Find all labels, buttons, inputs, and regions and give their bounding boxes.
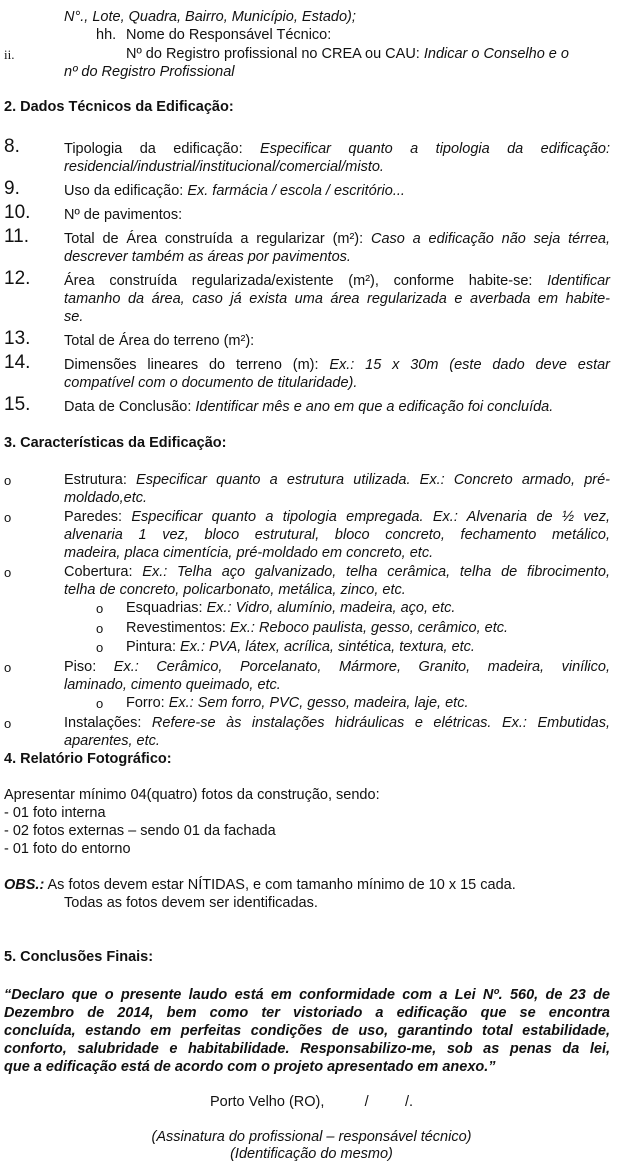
estrutura-line1 bbox=[64, 471, 610, 489]
forro-label: Forro: bbox=[126, 695, 169, 711]
instalacoes-line1 bbox=[64, 714, 610, 732]
pintura-line bbox=[126, 638, 475, 656]
obs-label: OBS.: bbox=[4, 877, 45, 893]
declaration-line: “Declaro que o presente laudo está em conformidade com a Lei Nº. 560, de 23 de bbox=[4, 987, 610, 1003]
item-14-line2: compatível com o documento de titularidade). bbox=[64, 375, 358, 391]
instalacoes-label: Instalações: bbox=[64, 715, 152, 731]
photos-list-item: - 02 fotos externas – sendo 01 da fachada bbox=[4, 823, 276, 839]
section-4-title: 4. Relatório Fotográfico: bbox=[4, 751, 172, 767]
item-10-label: Nº de pavimentos: bbox=[64, 207, 183, 223]
signature-line: (Assinatura do profissional – responsável técnico) bbox=[151, 1129, 472, 1145]
ii-marker: ii. bbox=[4, 47, 15, 62]
item-12-number: 12. bbox=[4, 268, 31, 289]
estrutura-instruction: Especificar quanto a estrutura utilizada. Ex.: Concreto armado, pré- bbox=[136, 472, 610, 488]
section-5-title: 5. Conclusões Finais: bbox=[4, 949, 154, 965]
item-14-line1 bbox=[64, 356, 610, 374]
bullet-cobertura: o bbox=[4, 565, 12, 580]
item-15-number: 15. bbox=[4, 394, 31, 415]
bullet-forro: o bbox=[96, 696, 104, 711]
declaration-line: concluída, estando em perfeitas condições de uso, garantindo total estabilidade, bbox=[4, 1023, 610, 1039]
obs-line bbox=[4, 876, 516, 894]
obs-text: As fotos devem estar NÍTIDAS, e com tamanho mínimo de 10 x 15 cada. bbox=[44, 877, 516, 893]
item-11-label: Total de Área construída a regularizar (m²): bbox=[64, 231, 371, 247]
esquadrias-instruction: Ex.: Vidro, alumínio, madeira, aço, etc. bbox=[206, 600, 456, 616]
piso-line1 bbox=[64, 658, 610, 676]
bullet-instalacoes: o bbox=[4, 716, 12, 731]
cobertura-label: Cobertura: bbox=[64, 564, 143, 580]
item-14-number: 14. bbox=[4, 352, 31, 373]
piso-label: Piso: bbox=[64, 659, 114, 675]
forro-instruction: Ex.: Sem forro, PVC, gesso, madeira, laje, etc. bbox=[168, 695, 469, 711]
item-9-line1 bbox=[64, 182, 405, 200]
bullet-esquadrias: o bbox=[96, 601, 104, 616]
section-2-title: 2. Dados Técnicos da Edificação: bbox=[4, 99, 234, 115]
paredes-line3: madeira, placa cimentícia, pré-moldado em concreto, etc. bbox=[64, 545, 434, 561]
item-12-line2: tamanho da área, caso já exista uma área regularizada e averbada em habite- bbox=[64, 291, 610, 307]
item-11-line2: descrever também as áreas por pavimentos. bbox=[64, 249, 351, 265]
item-13-number: 13. bbox=[4, 328, 31, 349]
item-12-instruction: Identificar bbox=[547, 273, 610, 289]
cobertura-instruction: Ex.: Telha aço galvanizado, telha cerâmica, telha de fibrocimento, bbox=[142, 564, 610, 580]
item-9-number: 9. bbox=[4, 178, 20, 199]
item-15-line1 bbox=[64, 398, 553, 416]
paredes-instruction: Especificar quanto a tipologia empregada. Ex.: Alvenaria de ½ vez, bbox=[131, 509, 610, 525]
responsible-tech-name-label: Nome do Responsável Técnico: bbox=[126, 27, 332, 43]
bullet-estrutura: o bbox=[4, 473, 12, 488]
cobertura-line1 bbox=[64, 563, 610, 581]
revestimentos-instruction: Ex.: Reboco paulista, gesso, cerâmico, etc. bbox=[229, 620, 509, 636]
item-10-number: 10. bbox=[4, 202, 31, 223]
registro-label: Nº do Registro profissional no CREA ou CAU: bbox=[126, 46, 424, 62]
instalacoes-line2: aparentes, etc. bbox=[64, 733, 160, 749]
declaration-line: conforto, salubridade e habitabilidade. Responsabilizo-me, sob as penas da lei, bbox=[4, 1041, 610, 1057]
registro-line bbox=[126, 45, 610, 63]
item-12-label: Área construída regularizada/existente (m²), conforme habite-se: bbox=[64, 273, 548, 289]
hh-marker: hh. bbox=[96, 27, 117, 43]
obs-text-cont: Todas as fotos devem ser identificadas. bbox=[64, 895, 318, 911]
cobertura-line2: telha de concreto, policarbonato, metálica, zinco, etc. bbox=[64, 582, 406, 598]
estrutura-line2: moldado,etc. bbox=[64, 490, 148, 506]
section-3-title: 3. Características da Edificação: bbox=[4, 435, 227, 451]
item-8-number: 8. bbox=[4, 136, 20, 157]
pintura-instruction: Ex.: PVA, látex, acrílica, sintética, textura, etc. bbox=[180, 639, 475, 655]
declaration-last-line: que a edificação está de acordo com o projeto apresentado em anexo.” bbox=[4, 1059, 496, 1075]
registro-instruction: Indicar o Conselho e o bbox=[423, 46, 569, 62]
item-13-label: Total de Área do terreno (m²): bbox=[64, 333, 255, 349]
paredes-line1 bbox=[64, 508, 610, 526]
item-9-instruction: Ex. farmácia / escola / escritório... bbox=[187, 183, 405, 199]
bullet-pintura: o bbox=[96, 640, 104, 655]
photos-intro: Apresentar mínimo 04(quatro) fotos da construção, sendo: bbox=[4, 787, 380, 803]
item-12-line3: se. bbox=[64, 309, 84, 325]
item-8-line1 bbox=[64, 140, 610, 158]
bullet-paredes: o bbox=[4, 510, 12, 525]
item-11-line1 bbox=[64, 230, 610, 248]
item-15-instruction: Identificar mês e ano em que a edificação foi concluída. bbox=[195, 399, 554, 415]
item-8-label: Tipologia da edificação: bbox=[64, 141, 261, 157]
revestimentos-line bbox=[126, 619, 508, 637]
bullet-piso: o bbox=[4, 660, 12, 675]
pintura-label: Pintura: bbox=[126, 639, 180, 655]
paredes-line2: alvenaria 1 vez, bloco estrutural, bloco concreto, fechamento metálico, bbox=[64, 527, 610, 543]
photos-list-item: - 01 foto interna bbox=[4, 805, 106, 821]
item-8-line2: residencial/industrial/institucional/comercial/misto. bbox=[64, 159, 384, 175]
item-15-label: Data de Conclusão: bbox=[64, 399, 196, 415]
signature-identification: (Identificação do mesmo) bbox=[230, 1146, 393, 1162]
instalacoes-instruction: Refere-se às instalações hidráulicas e elétricas. Ex.: Embutidas, bbox=[151, 715, 610, 731]
estrutura-label: Estrutura: bbox=[64, 472, 137, 488]
esquadrias-line bbox=[126, 599, 455, 617]
item-8-instruction: Especificar quanto a tipologia da edificação: bbox=[260, 141, 610, 157]
declaration-line: Dezembro de 2014, bem como ter vistoriado a edificação que se encontra bbox=[4, 1005, 610, 1021]
item-14-instruction: Ex.: 15 x 30m (este dado deve estar bbox=[329, 357, 610, 373]
item-9-label: Uso da edificação: bbox=[64, 183, 188, 199]
item-12-line1 bbox=[64, 272, 610, 290]
item-14-label: Dimensões lineares do terreno (m): bbox=[64, 357, 330, 373]
piso-line2: laminado, cimento queimado, etc. bbox=[64, 677, 281, 693]
place-date-line: Porto Velho (RO), / /. bbox=[209, 1094, 414, 1110]
item-11-instruction: Caso a edificação não seja térrea, bbox=[370, 231, 610, 247]
paredes-label: Paredes: bbox=[64, 509, 132, 525]
forro-line bbox=[126, 694, 469, 712]
photos-list-item: - 01 foto do entorno bbox=[4, 841, 131, 857]
piso-instruction: Ex.: Cerâmico, Porcelanato, Mármore, Granito, madeira, vinílico, bbox=[113, 659, 610, 675]
esquadrias-label: Esquadrias: bbox=[126, 600, 207, 616]
address-line: N°., Lote, Quadra, Bairro, Município, Estado); bbox=[64, 9, 356, 25]
revestimentos-label: Revestimentos: bbox=[126, 620, 230, 636]
bullet-revestimentos: o bbox=[96, 621, 104, 636]
item-11-number: 11. bbox=[4, 226, 30, 247]
registro-instruction-cont: nº do Registro Profissional bbox=[64, 64, 235, 80]
